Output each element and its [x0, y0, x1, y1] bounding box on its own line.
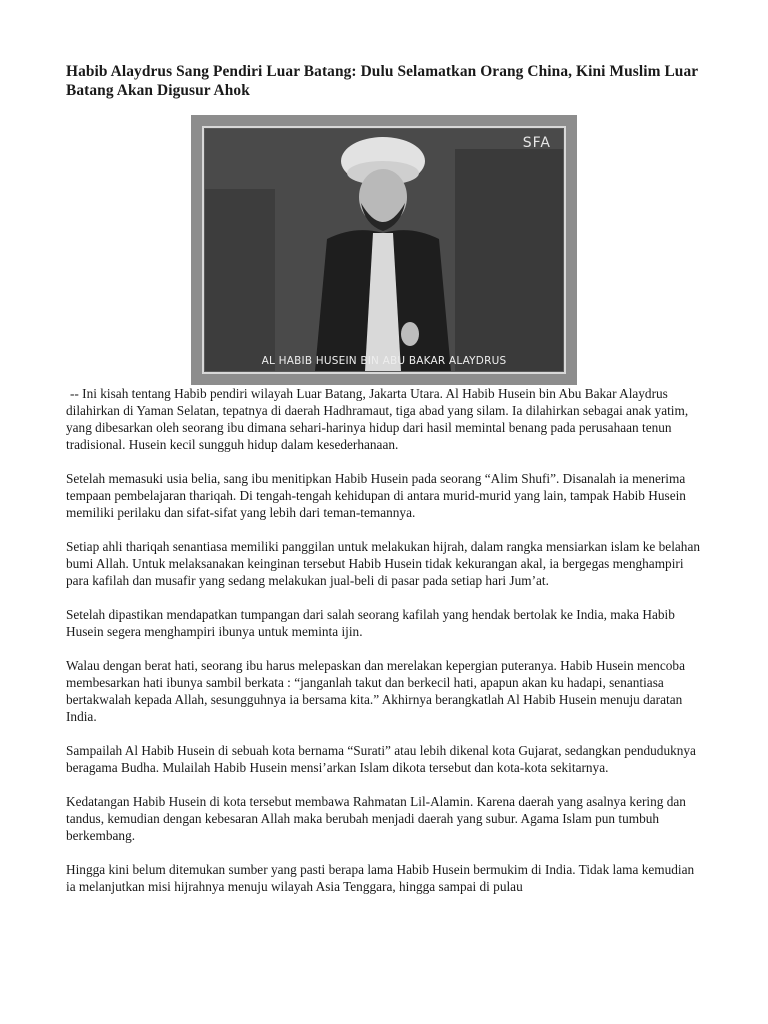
- image-watermark: SFA: [522, 135, 551, 151]
- article-body: [66, 385, 706, 895]
- paragraph-3: Setiap ahli thariqah senantiasa memiliki panggilan untuk melakukan hijrah, dalam rangka mensiarkan islam ke belahan bumi Allah. Untuk melaksanakan keinginan tersebut Habib Husein tidak kekurangan akal, ia bergegas menghampiri para kafilah dan musafir yang sedang melakukan jual-beli di pasar pada setiap hari Jum’at.: [66, 539, 700, 588]
- paragraph-8: Hingga kini belum ditemukan sumber yang pasti berapa lama Habib Husein bermukim di India. Tidak lama kemudian ia melanjutkan misi hijrahnya menuju wilayah Asia Tenggara, hingga sampai di pulau: [66, 862, 695, 894]
- paragraph-7: Kedatangan Habib Husein di kota tersebut membawa Rahmatan Lil-Alamin. Karena daerah yang asalnya kering dan tandus, kemudian dengan kebesaran Allah maka berubah menjadi daerah yang subur. Agama Islam pun tumbuh berkembang.: [66, 794, 686, 843]
- portrait-photo: [205, 129, 563, 371]
- paragraph-6: Sampailah Al Habib Husein di sebuah kota bernama “Surati” atau lebih dikenal kota Gujarat, sedangkan penduduknya beragama Budha. Mulailah Habib Husein mensi’arkan Islam dikota tersebut dan kota-kota sekitarnya.: [66, 743, 696, 775]
- paragraph-2: Setelah memasuki usia belia, sang ibu menitipkan Habib Husein pada seorang “Alim Shufi”. Disanalah ia menerima tempaan pembelajaran thariqah. Di tengah-tengah kehidupan di antara murid-murid yang lain, tampak Habib Husein memiliki perilaku dan sifat-sifat yang lebih dari teman-temannya.: [66, 471, 686, 520]
- portrait-figure-illustration: [205, 129, 563, 371]
- paragraph-4: Setelah dipastikan mendapatkan tumpangan dari salah seorang kafilah yang hendak bertolak ke India, maka Habib Husein segera menghampiri ibunya untuk meminta ijin.: [66, 607, 675, 639]
- article: [66, 62, 706, 912]
- paragraph-5: Walau dengan berat hati, seorang ibu harus melepaskan dan merelakan kepergian puteranya. Habib Husein mencoba membesarkan hati ibunya sambil berkata : “janganlah takut dan berkecil hati, apapun akan ku hadapi, senantiasa bertakwalah kepada Allah, sesungguhnya ia bersama kita.” Akhirnya berangkatlah Al Habib Husein menuju daratan India.: [66, 658, 685, 724]
- portrait-image-frame[interactable]: [191, 115, 577, 385]
- image-caption: AL HABIB HUSEIN BIN ABU BAKAR ALAYDRUS: [261, 355, 507, 367]
- figure-container: [66, 115, 706, 385]
- paragraph-1: -- Ini kisah tentang Habib pendiri wilayah Luar Batang, Jakarta Utara. Al Habib Husein bin Abu Bakar Alaydrus dilahirkan di Yaman Selatan, tepatnya di daerah Hadhramaut, tiga abad yang silam. Ia dilahirkan sebagai anak yatim, yang dibesarkan oleh seorang ibu dimana sehari-harinya hidup dari hasil memintal benang pada perusahaan tenun tradisional. Husein kecil sungguh hidup dalam kesederhanaan.: [66, 386, 689, 452]
- article-title: Habib Alaydrus Sang Pendiri Luar Batang: Dulu Selamatkan Orang China, Kini Muslim Luar Batang Akan Digusur Ahok: [66, 63, 698, 99]
